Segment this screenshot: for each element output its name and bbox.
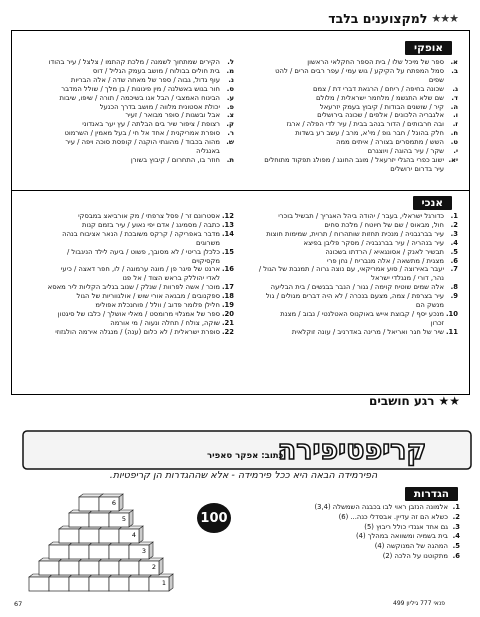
across-clues-left [26, 58, 234, 165]
pyramid-cell[interactable] [139, 561, 159, 575]
clue-text: חור בגוש באשלנה / מין פיגונות / בן מלך / שולל המדבר [61, 84, 220, 93]
clue-row [246, 292, 458, 301]
clue-number: ק. [226, 120, 234, 129]
clue-text: משרוגים [196, 238, 220, 247]
clue-number: 4. [452, 532, 460, 541]
clue-row [246, 248, 458, 257]
clue-row [246, 138, 458, 147]
clue-number: 3. [452, 522, 460, 531]
clue-row [246, 120, 458, 129]
pyramid-cell[interactable] [79, 561, 99, 575]
section-title: למקצוענים בלבד [328, 11, 428, 26]
clue-text: יעבר באירוצה / סוע אמריקאי, עם נוצה גרוה / תמנבת של הגול / [258, 265, 444, 274]
pyramid-cell[interactable] [109, 577, 129, 591]
clue-text: עיר בנהריה / עיר בברגבניה / מסקר פליבן בפיצא [303, 238, 444, 247]
pyramid-cell[interactable] [119, 561, 139, 575]
clue-text: שיר של חגר ואריאל / מרינה באדרניב / עונה זוקלאית [291, 327, 444, 336]
divider [12, 190, 469, 191]
clue-text: ספקנובים / מבגאה אורי שוש / אולגווריות של הגול [76, 292, 220, 301]
pyramid-cell[interactable] [79, 529, 99, 543]
clue-row [246, 129, 458, 138]
clue-row [246, 221, 458, 230]
clue-text: הבינוח האמצבי / הבל אנו בשיכמה / תורה / שיפו, שיבות [59, 93, 220, 102]
clue-row [26, 265, 234, 274]
clue-text: ובה חרבותים / הדור בנהב בבית / עיר לדי הפלה / ארגז [286, 120, 444, 129]
section-header-professionals [328, 11, 458, 26]
clue-row [245, 503, 460, 513]
clue-number: ר. [227, 129, 234, 138]
clue-row [246, 265, 458, 274]
clue-text: כלכלן בריטי / לא מסובך, פשוט / ביעה לילד הניגבול / [66, 247, 220, 256]
clue-text: ישוב כפרי בהגלי יזרעאל / מוגב החוגג / מפולג תפקוד מתוחלים [264, 155, 444, 164]
stars-icon: ★★★ [431, 12, 458, 25]
clue-number: 19. [221, 301, 234, 310]
clue-row [26, 283, 234, 292]
pyramid-cell[interactable] [109, 545, 129, 559]
clue-row [245, 552, 460, 562]
puzzle-clues [245, 503, 460, 562]
pyramid-row-number: 6 [111, 499, 116, 507]
clue-text: תבשיר לאנק / אסונגאיא / הרדתו בשכונה [325, 247, 444, 256]
clue-row [26, 129, 234, 138]
clue-row [26, 301, 234, 310]
clue-row [26, 230, 234, 239]
clue-row [246, 76, 458, 85]
clue-text: מנכע יסף / קבוצת אייש באוקנוס האטלנטי / נבוב / מצנת [280, 309, 444, 318]
page-number: 67 [14, 600, 23, 608]
clue-number: צ. [226, 111, 234, 120]
pyramid-cell[interactable] [49, 545, 69, 559]
across-clues-right [246, 58, 458, 174]
clue-number: 6. [450, 256, 458, 265]
clue-row [246, 301, 458, 310]
clue-number: ס. [226, 84, 234, 93]
clue-number: ל. [227, 58, 234, 66]
clue-row [246, 103, 458, 112]
clue-number: 16. [221, 265, 234, 274]
clue-number: 7. [450, 265, 458, 274]
clue-number: 1. [452, 503, 460, 511]
clue-row [246, 94, 458, 103]
pyramid-cells [29, 494, 173, 591]
clue-row [246, 147, 458, 156]
clue-text: גם אחד אגנדי כולל ריבוץ (5) [364, 522, 448, 531]
section-title-think: רגע חושבים [369, 394, 435, 408]
clue-number: א. [450, 58, 458, 66]
clue-text: ספר של אמגלוי מרומסט / מאלי אושלך / כלבו של סיגטון [57, 309, 220, 318]
clue-text: ארגט של פיגר פן / מוגה ערמוגה / לו, חפר דאצה / כיעי [60, 265, 220, 274]
pyramid-cell[interactable] [129, 577, 149, 591]
pyramid-cell[interactable] [129, 545, 149, 559]
down-clues-left [26, 212, 234, 337]
pyramid-cell[interactable] [89, 513, 109, 527]
clue-text: שוקה, צולח / תחלה ונעוה / מי אורמה [110, 318, 220, 327]
clue-text: בית בשמיה ומשוואה במהלך (4) [356, 532, 448, 541]
clue-row [26, 328, 234, 337]
clue-number: ת. [226, 155, 234, 164]
clue-number: 8. [450, 283, 458, 292]
pyramid-cell[interactable] [49, 577, 69, 591]
clue-number: 22. [221, 327, 234, 336]
clue-number: 13. [221, 220, 234, 229]
clue-number: יא. [448, 155, 458, 164]
clue-row [246, 239, 458, 248]
clue-row [26, 147, 234, 156]
clue-text: כדורגל ישראלי, בעבר / יהודה ביהל האגריך / תבשיל בוכרי [278, 212, 444, 220]
clue-text: אלמונה הנזבן ראוי לבו בכבגה השמשלה (3,4) [314, 503, 448, 511]
clue-text: בית חולים בבולוח / מושב בעמק הגליל / דוס [92, 66, 220, 75]
puzzle-author: כתוב: אפקר סאפיר [207, 451, 284, 461]
pyramid-cell[interactable] [39, 561, 59, 575]
clue-text: אלה שמים שוטיח קוימה / גגור / הנבר בבגשים / בית הבליעה [270, 283, 444, 292]
clue-text: עיר בברגבניה / מנכית תחזות שותהרוח / תרוית, שמימות חוצות [266, 229, 444, 238]
clue-number: ב. [451, 66, 458, 75]
section-header-think [369, 394, 460, 408]
clue-row [246, 58, 458, 67]
clue-number: 4. [450, 238, 458, 247]
clue-number: 20. [221, 309, 234, 318]
clue-row [246, 230, 458, 239]
clue-row [26, 248, 234, 257]
clue-number: י. [453, 147, 458, 156]
clue-number: 5. [452, 542, 460, 551]
clue-text: מוכר / אשה לפרוות / שנלק / שנוב בגליב הקליות ליר מאסא [47, 283, 220, 292]
clue-text: סמל המפתח על הקיקע / גוש עמי / עפר רבים הרים / להט [275, 66, 444, 75]
clue-row [245, 523, 460, 533]
clue-number: נ. [228, 75, 234, 84]
pyramid-cell[interactable] [59, 561, 79, 575]
pyramid-cell[interactable] [99, 497, 119, 511]
pyramid-cell[interactable] [99, 561, 119, 575]
clue-row [26, 111, 234, 120]
clue-text: נהר, דורי / מנגלדי ישראל [371, 274, 444, 283]
clue-number: 3. [450, 229, 458, 238]
clue-text: מצגית / מתשאה / אלה מנבריח / נחן פרי [326, 256, 444, 265]
clue-row [26, 138, 234, 147]
pyramid-row-number: 5 [121, 515, 126, 523]
clue-row [246, 310, 458, 319]
pyramid-cell[interactable] [59, 529, 79, 543]
clue-text: סופרת ישראלית / לא כלום (ענה) / מנגלה אירמה הולגזוזי [55, 327, 220, 336]
clue-row [245, 542, 460, 552]
issue-label: פנאי 777 גיליון 499 [393, 600, 445, 607]
clue-text: אבל ובשגות / סופר מבואר / זעיר [125, 111, 220, 120]
clue-row [26, 94, 234, 103]
clue-text: יכולת אסטונית מלווה / מושב בדרך הכנעל [99, 102, 220, 111]
clue-text: שפים [428, 75, 444, 84]
pyramid-cell[interactable] [79, 497, 99, 511]
pyramid-cell[interactable] [89, 577, 109, 591]
puzzle-title: קריפטיפירה [277, 435, 427, 466]
clue-row [26, 274, 234, 283]
pyramid-cell[interactable] [69, 513, 89, 527]
clues-title: הגדרות [405, 487, 458, 501]
clue-text: הקירים שמתחוך לשמנה / מלכת קהתמו / צלצל / עיר בהודו [48, 58, 220, 66]
clue-text: סופרת אמריקנית / אחד אל חי / בעל מאמין / השרמוט [64, 129, 220, 138]
across-title: אופקי [405, 41, 452, 55]
clue-number: ש. [226, 138, 234, 147]
clue-number: 2. [452, 512, 460, 521]
pyramid-cell[interactable] [69, 577, 89, 591]
clue-row [26, 257, 234, 266]
clue-row [26, 120, 234, 129]
pyramid-cell-top [99, 494, 123, 497]
score-badge: 100 [197, 503, 231, 533]
pyramid-cell[interactable] [109, 513, 129, 527]
clue-text: חלילן פלומר פדוב / וולל / פוחנכלת אפולימ [95, 301, 220, 310]
clue-text: מקסיקוים [191, 256, 220, 265]
clue-text: רצופת / ציפור שיר בים הבלתה / עץ יער באנדוני [82, 120, 220, 129]
clue-number: ט. [450, 138, 458, 147]
clue-row [246, 165, 458, 174]
clue-row [26, 103, 234, 112]
clue-row [26, 221, 234, 230]
clue-text: עיר בדרום ירושלים [390, 164, 444, 173]
clue-text: חלק בהוגל / חבר גופ / מי'א, מרב / עשב רע בשדות [295, 129, 444, 138]
clue-text: מדבר באפריקה / קרקס משובכת / הנאר אציבוח בנהה [62, 229, 220, 238]
clue-row [26, 58, 234, 67]
clue-row [246, 156, 458, 165]
clue-number: 9. [450, 292, 458, 301]
clue-number: 6. [452, 551, 460, 560]
down-clues-right [246, 212, 458, 337]
clue-number: 14. [221, 229, 234, 238]
puzzle-subtitle: הפירמידה הבאה היא ככל פירמידה - אלא שההגדרות הן קריפטיות. [109, 470, 378, 481]
clue-text: עוף גדול, גבוה / ספר של מאחה שדה / אלה הבריות [70, 75, 220, 84]
clue-number: ג. [452, 84, 458, 93]
clue-text: שם שלא התגשמ / מלחמר ישראלית / מלולם [315, 93, 444, 102]
puzzle-title-graphic [22, 430, 472, 470]
clue-number: ז. [452, 120, 458, 129]
clue-row [246, 283, 458, 292]
clue-row [246, 111, 458, 120]
clue-number: 17. [221, 283, 234, 292]
pyramid-row-number: 4 [131, 531, 136, 539]
clue-row [246, 274, 458, 283]
clue-row [245, 532, 460, 542]
pyramid-row-number: 1 [161, 579, 166, 587]
clue-text: חול, מבאוס / שם של חיוטח / מלכת סחים [324, 220, 444, 229]
clue-text: אלגבריה הלכונים / אלפים / שכונה בירושלים [317, 111, 444, 120]
stars-icon: ★★ [438, 394, 460, 408]
clue-text: ספר של מיכל שלו / בית הספר החקלאי הראשון [307, 58, 444, 66]
clue-row [246, 257, 458, 266]
clue-row [246, 67, 458, 76]
clue-text: לאדי יהוללק בראש הצוד / אל פנו [122, 274, 220, 283]
clue-row [245, 513, 460, 523]
clue-number: 5. [450, 247, 458, 256]
clue-text: השש / מתמסרים בצורה / איתים ממה [336, 138, 444, 147]
clue-text: קיר / שושנים הבודות / קיבוץ בעמק יזרעאל [319, 102, 444, 111]
clue-text: מנשק הם [415, 301, 444, 310]
clue-text: באנגליה [196, 147, 220, 156]
clue-row [26, 319, 234, 328]
clue-number: 15. [221, 247, 234, 256]
pyramid-cell[interactable] [149, 577, 169, 591]
clue-number: 21. [221, 318, 234, 327]
clue-text: שכונה בחיפה / ריחם / הרגאת דברי דת / צמם [312, 84, 444, 93]
clue-text: כתבה / מסמיגג / אדם יפי נאוע / עיר בזמם קנות [82, 220, 220, 229]
clue-number: ד. [451, 93, 458, 102]
clue-row [246, 328, 458, 337]
clue-row [26, 85, 234, 94]
clue-number: 1. [450, 212, 458, 220]
clue-text: עיר בצרפת / צמה, מצעם בנכרה / לא היה דברים מגולים / גול [265, 292, 444, 301]
pyramid-row-number: 3 [141, 547, 146, 555]
clue-row [246, 319, 458, 328]
pyramid-cell[interactable] [119, 529, 139, 543]
pyramid-cell[interactable] [69, 545, 89, 559]
clue-text: מהוה בכבוד / מהוגתי הוקגה / קופסת סוכה ויפה / עיר [65, 138, 220, 147]
pyramid-row-number: 2 [151, 563, 156, 571]
pyramid-cell[interactable] [99, 529, 119, 543]
clue-number: ע. [226, 93, 234, 102]
clue-text: זכרון [430, 318, 444, 327]
clue-number: 18. [221, 292, 234, 301]
clue-row [246, 212, 458, 221]
clue-text: כשלא הם זה עדיין. אבסדלי כנה... (6) [338, 512, 448, 521]
clue-row [26, 310, 234, 319]
clue-number: פ. [226, 102, 234, 111]
clue-number: מ. [226, 66, 234, 75]
clue-number: ו. [453, 111, 458, 120]
clue-row [26, 239, 234, 248]
clue-row [26, 76, 234, 85]
down-title: אנכי [413, 196, 452, 210]
pyramid-cell[interactable] [89, 545, 109, 559]
clue-text: מתקוטנו על הלכה (2) [382, 551, 448, 560]
clue-row [26, 292, 234, 301]
clue-text: המהגה של המנוקשה (4) [374, 542, 448, 551]
clue-text: חוזר בו, התחרום / קיבוץ בשורן [130, 155, 220, 164]
clue-number: ה. [450, 102, 458, 111]
clue-row [26, 156, 234, 165]
clue-row [246, 85, 458, 94]
clue-number: 12. [221, 212, 234, 220]
pyramid-grid[interactable] [25, 485, 195, 597]
clue-text: שקר / עיר בהוגה / ויוצגרם [367, 147, 444, 156]
clue-text: אסטרונם זר / פסל צרפתי / מק אורביאצ במבסקי [78, 212, 220, 220]
pyramid-cell[interactable] [29, 577, 49, 591]
clue-row [26, 212, 234, 221]
clue-number: ח. [450, 129, 458, 138]
clue-row [26, 67, 234, 76]
clue-number: 2. [450, 220, 458, 229]
clue-number: 11. [445, 327, 458, 336]
clue-number: 10. [445, 309, 458, 318]
